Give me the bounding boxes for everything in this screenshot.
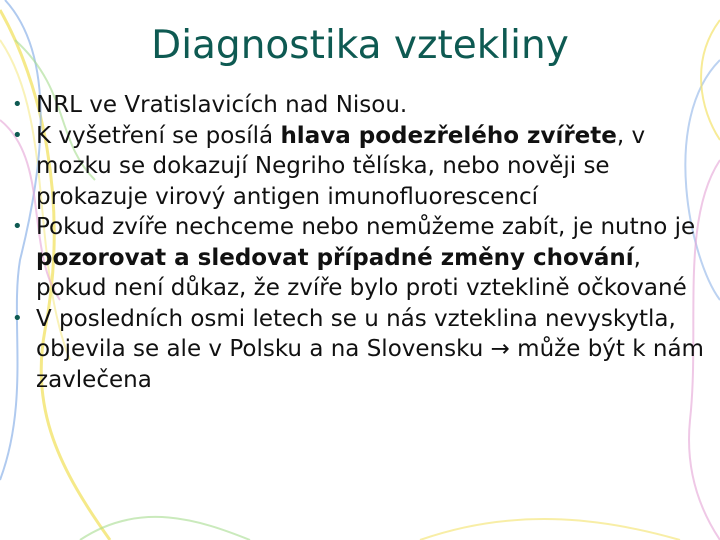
bullet-text: Pokud zvíře nechceme nebo nemůžeme zabít, je nutno je	[36, 214, 696, 240]
bullet-item	[10, 90, 710, 121]
bullet-list	[10, 90, 710, 395]
bullet-text: NRL ve Vratislavicích nad Nisou.	[36, 92, 408, 118]
bullet-text: K vyšetření se posílá	[36, 122, 281, 149]
bullet-item	[10, 304, 710, 396]
bullet-text: V posledních osmi letech se u nás vzteklina nevyskytla, objevila se ale v Polsku a na Slovensku	[36, 305, 676, 362]
bullet-bold-text: pozorovat a sledovat případné změny chování	[36, 244, 634, 271]
bullet-text: , v mozku se dokazují Negriho tělíska, nebo nověji se prokazuje virový antigen imunofluorescencí	[36, 122, 646, 210]
bullet-text: , pokud není důkaz, že zvíře bylo proti vzteklině očkované	[36, 244, 687, 301]
bullet-item	[10, 121, 710, 213]
arrow-right-icon: →	[490, 336, 510, 362]
bullet-dot-icon: •	[12, 216, 23, 237]
bullet-dot-icon: •	[12, 307, 23, 329]
bullet-bold-text: hlava podezřelého zvířete	[280, 122, 617, 149]
bullet-item	[10, 212, 710, 304]
bullet-text: může být k nám zavlečena	[36, 336, 704, 393]
bullet-dot-icon: •	[12, 94, 23, 115]
slide-title: Diagnostika vztekliny	[151, 23, 569, 68]
bullet-dot-icon: •	[12, 124, 23, 146]
